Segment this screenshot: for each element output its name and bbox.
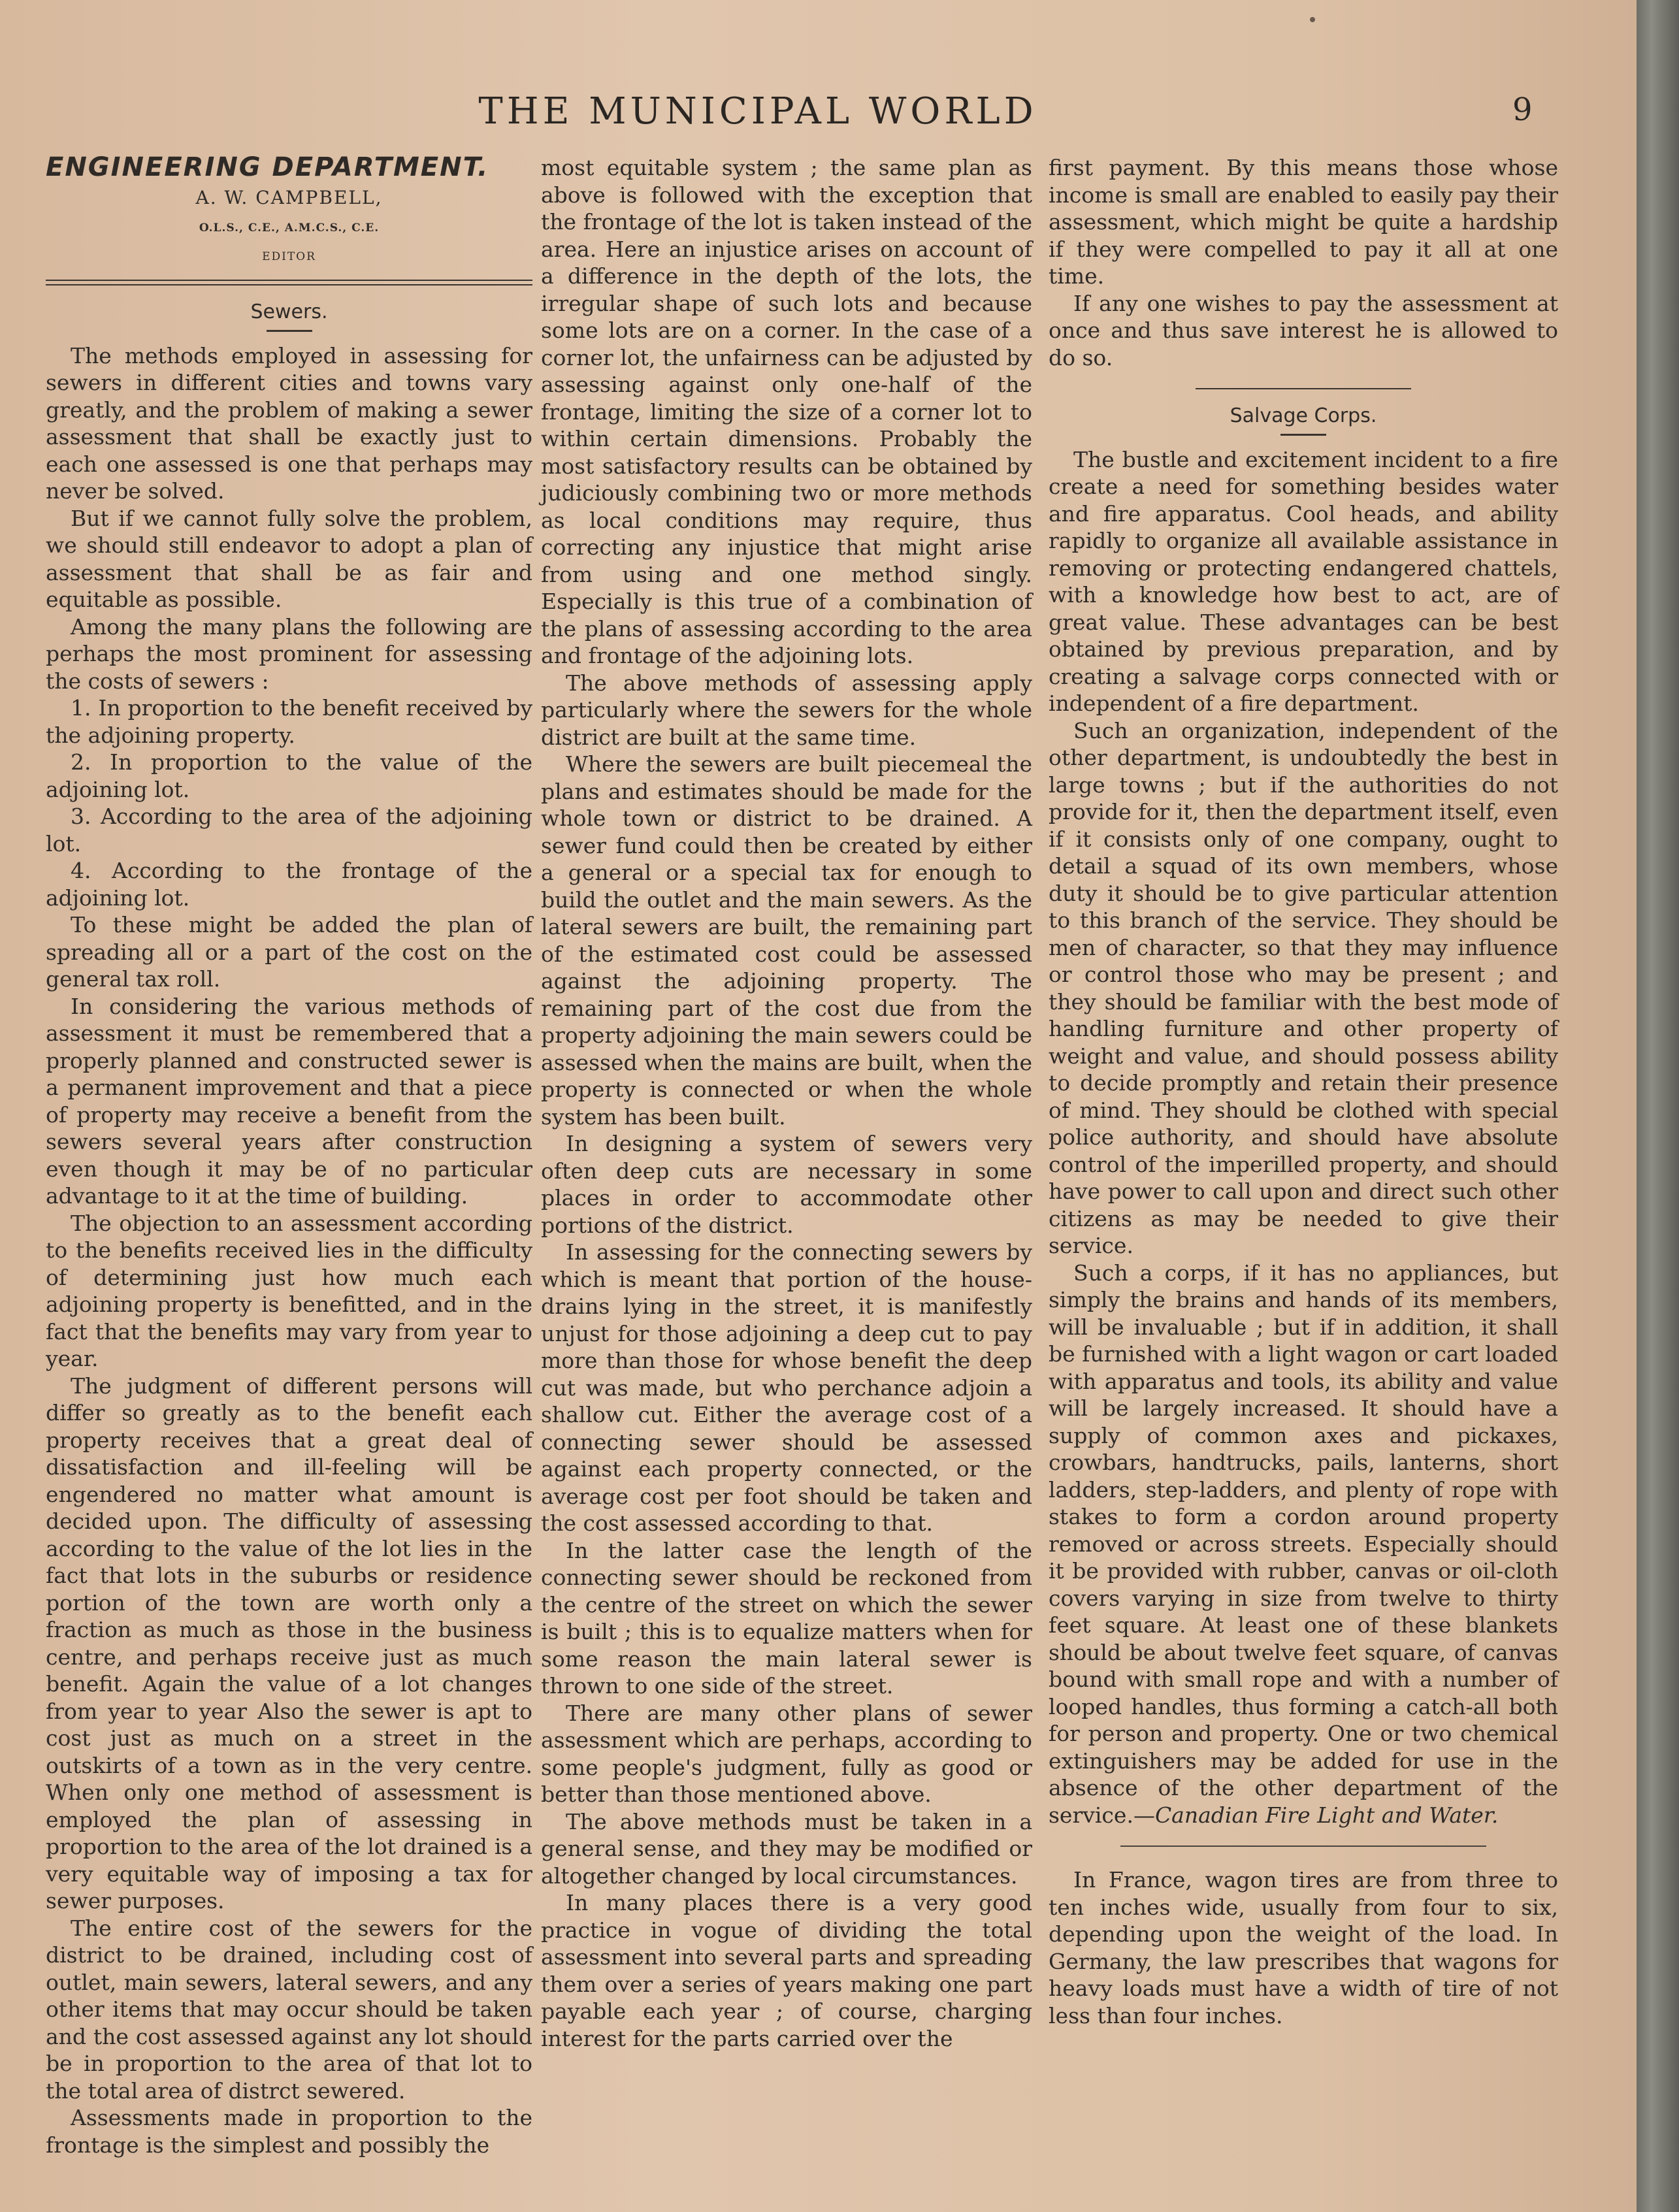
masthead-title: THE MUNICIPAL WORLD [478, 90, 1037, 133]
paragraph: The above methods of assessing apply particularly where the sewers for the whole district are built at the same time. [541, 670, 1032, 750]
page-number: 9 [1512, 91, 1533, 128]
paragraph: Among the many plans the following are perhaps the most prominent for assessing the costs of sewers : [46, 613, 532, 694]
binding-edge [1637, 0, 1679, 2212]
paragraph: In many places there is a very good practice in vogue of dividing the total assessment into several parts and spreading them over a series of years making one part payable each year ; of course, charging interest for the parts carried over the [541, 1890, 1032, 2051]
ink-speck [1310, 17, 1315, 22]
paragraph: Assessments made in proportion to the frontage is the simplest and possibly the [46, 2105, 532, 2158]
list-item: 3. According to the area of the adjoining lot. [46, 804, 532, 856]
column-2 [541, 154, 1032, 2052]
paragraph: There are many other plans of sewer assessment which are perhaps, according to some people's judgment, fully as good or better than those mentioned above. [541, 1700, 1032, 1807]
editor-name: A. W. CAMPBELL, [195, 186, 383, 208]
paragraph: first payment. By this means those whose income is small are enabled to easily pay their assessment, which might be quite a hardship if they were compelled to pay it all at one time. [1049, 155, 1558, 289]
editor-title: EDITOR [262, 250, 316, 263]
source-credit: Canadian Fire Light and Water. [1154, 1802, 1499, 1828]
paragraph: But if we cannot fully solve the problem, we should still endeavor to adopt a plan of assessment that shall be as fair and equitable as possible. [46, 505, 532, 612]
paragraph: The judgment of different persons will differ so greatly as to the benefit each property receives that a great deal of dissatisfaction and ill-feeling will be engendered no matter what amount is decided upon. The difficulty of assessing according to the value of the lot lies in the fact that lots in the suburbs or residence portion of the town are worth only a fraction as much as those in the business centre, and perhaps receive just as much benefit. Again the value of a lot changes from year to year Also the sewer is apt to cost just as much on a street in the outskirts of a town as in the very centre. When only one method of assessment is employed the plan of assessing in proportion to the area of the lot drained is a very equitable way of imposing a tax for sewer purposes. [46, 1373, 532, 1913]
list-item: 4. According to the frontage of the adjoining lot. [46, 858, 532, 911]
paragraph: most equitable system ; the same plan as above is followed with the exception that the frontage of the lot is taken instead of the area. Here an injustice arises on account of a difference in the depth of the lots, the irregular shape of such lots and because some lots are on a corner. In the case of a corner lot, the unfairness can be adjusted by assessing against only one-half of the frontage, limiting the size of a corner lot to within certain dimensions. Probably the most satisfactory results can be obtained by judiciously combining two or more methods as local conditions may require, thus correcting any injustice that might arise from using and one method singly. Especially is this true of a combination of the plans of assessing according to the area and frontage of the adjoining lots. [541, 155, 1032, 668]
article-divider [1120, 1846, 1486, 1847]
paragraph: The above methods must be taken in a general sense, and they may be modified or altogether changed by local circumstances. [541, 1808, 1032, 1889]
title-rule [267, 330, 312, 332]
paragraph: In considering the various methods of assessment it must be remembered that a properly planned and constructed sewer is a permanent improvement and that a piece of property may receive a benefit from the sewers several years after construction even though it may be of no particular advantage to it at the time of building. [46, 993, 532, 1209]
paragraph: To these might be added the plan of spreading all or a part of the cost on the general tax roll. [46, 912, 532, 992]
paragraph: In France, wagon tires are from three to ten inches wide, usually from four to six, depending upon the weight of the load. In Germany, the law prescribes that wagons for heavy loads must have a width of tire of not less than four inches. [1049, 1867, 1558, 2028]
paragraph: The bustle and excitement incident to a fire create a need for something besides water and fire apparatus. Cool heads, and ability rapidly to organize all available assistance in removing or protecting endangered chattels, with a knowledge how best to act, are of great value. These advantages can be best obtained by previous preparation, and by creating a salvage corps connected with or independent of a fire department. [1049, 446, 1558, 716]
title-rule [1280, 434, 1326, 436]
paragraph: Such an organization, independent of the other department, is undoubtedly the best in large towns ; but if the authorities do not provide for it, then the department itself, even if it consists only of one company, ought to detail a squad of its own members, whose duty it should be to give particular attention to this branch of the service. They should be men of character, so that they may influence or control those who may be present ; and they should be familiar with the best mode of handling furniture and other property of weight and value, and should possess ability to decide promptly and retain their presence of mind. They should be clothed with special police authority, and should have absolute control of the imperilled property, and should have power to call upon and direct such other citizens as may be needed to give their service. [1049, 717, 1558, 1258]
section-title-salvage-corps: Salvage Corps. [1230, 404, 1377, 427]
paragraph: The methods employed in assessing for sewers in different cities and towns vary greatly, and the problem of making a sewer assessment that shall be exactly just to each one assessed is one that perhaps may never be solved. [46, 342, 532, 504]
section-divider [1196, 388, 1411, 389]
column-1 [46, 154, 532, 2158]
paragraph-text: Such a corps, if it has no appliances, but simply the brains and hands of its members, will be invaluable ; but if in addition, it shall be furnished with a light wagon or cart loaded with apparatus and tools, its ability and value will be largely increased. It should have a supply of common axes and pickaxes, crowbars, handtrucks, pails, lanterns, short ladders, step-ladders, and plenty of rope with stakes to form a cordon around property removed or across streets. Especially should it be provided with rubber, canvas or oil-cloth covers varying in size from twelve to thirty feet square. At least one of these blankets should be about twelve feet square, of canvas bound with small rope and with a number of looped handles, thus forming a catch-all both for person and property. One or two chemical extinguishers may be added for use in the absence of the other department of the service.— [1049, 1260, 1558, 1828]
editor-credentials: O.L.S., C.E., A.M.C.S., C.E. [199, 221, 380, 235]
paragraph: The objection to an assessment according to the benefits received lies in the difficulty of determining just how much each adjoining property is benefitted, and in the fact that the benefits may vary from year to year. [46, 1210, 532, 1371]
paragraph: In assessing for the connecting sewers by which is meant that portion of the house-drains lying in the street, it is manifestly unjust for those adjoining a deep cut to pay more than those for whose benefit the deep cut was made, but who perchance adjoin a shallow cut. Either the average cost of a connecting sewer should be assessed against each property connected, or the average cost per foot should be taken and the cost assessed according to that. [541, 1239, 1032, 1536]
paragraph: In the latter case the length of the connecting sewer should be reckoned from the centre of the street on which the sewer is built ; this is to equalize matters when for some reason the main lateral sewer is thrown to one side of the street. [541, 1537, 1032, 1699]
paragraph: In designing a system of sewers very often deep cuts are necessary in some places in order to accommodate other portions of the district. [541, 1131, 1032, 1238]
column-3 [1049, 154, 1558, 2029]
paragraph: If any one wishes to pay the assessment at once and thus save interest he is allowed to do so. [1049, 290, 1558, 370]
list-item: 2. In proportion to the value of the adjoining lot. [46, 749, 532, 802]
paragraph: Where the sewers are built piecemeal the plans and estimates should be made for the whole town or district to be drained. A sewer fund could then be created by either a general or a special tax for enough to build the outlet and the main sewers. As the lateral sewers are built, the remaining part of the estimated cost could be assessed against the adjoining property. The remaining part of the cost due from the property adjoining the main sewers could be assessed when the mains are built, when the property is connected or when the whole system has been built. [541, 751, 1032, 1130]
list-item: 1. In proportion to the benefit received by the adjoining property. [46, 695, 532, 748]
double-rule [46, 280, 532, 285]
paragraph: The entire cost of the sewers for the district to be drained, including cost of outlet, main sewers, lateral sewers, and any other items that may occur should be taken and the cost assessed against any lot should be in proportion to the area of that lot to the total area of distrct sewered. [46, 1915, 532, 2104]
section-title-sewers: Sewers. [250, 301, 328, 323]
department-heading: ENGINEERING DEPARTMENT. [46, 152, 489, 182]
paragraph [1049, 1260, 1558, 1829]
